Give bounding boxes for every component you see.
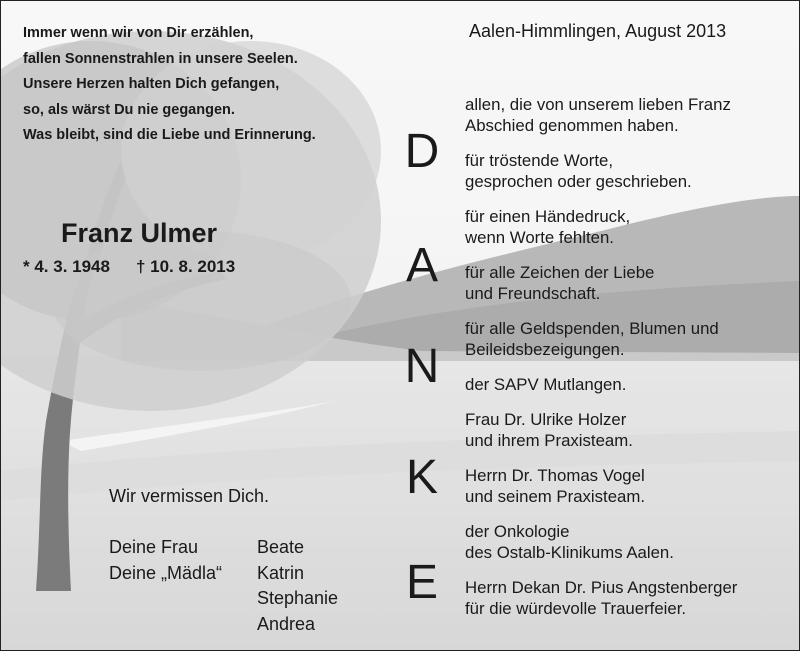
thanks-item: für alle Zeichen der Liebe und Freundschaft. — [465, 263, 655, 303]
big-letter: A — [405, 239, 438, 292]
family-name: Katrin — [257, 562, 305, 583]
thanks-item: für einen Händedruck, wenn Worte fehlten. — [465, 207, 631, 247]
poem-line: fallen Sonnenstrahlen in unsere Seelen. — [23, 50, 298, 67]
poem-line: so, als wärst Du nie gegangen. — [23, 101, 235, 118]
relation: Deine Frau — [109, 537, 199, 557]
thanks-item: für alle Geldspenden, Blumen und Beileidsbezeigungen. — [465, 319, 719, 359]
relation: Deine „Mädla“ — [109, 562, 223, 583]
life-dates — [23, 257, 261, 277]
big-letter: D — [404, 125, 440, 178]
poem-line: Was bleibt, sind die Liebe und Erinnerung. — [23, 127, 316, 143]
family-name: Stephanie — [257, 588, 339, 608]
poem-line: Unsere Herzen halten Dich gefangen, — [23, 76, 280, 92]
thanks-item: der SAPV Mutlangen. — [465, 375, 627, 394]
family-name: Andrea — [257, 613, 316, 634]
death-date: † 10. 8. 2013 — [135, 257, 236, 276]
family-name: Beate — [257, 537, 305, 557]
thanks-item: der Onkologie des Ostalb-Klinikums Aalen. — [465, 522, 674, 562]
family-relations — [109, 535, 222, 586]
thanks-item: Herrn Dr. Thomas Vogel und seinem Praxisteam. — [465, 466, 646, 506]
birth-date: * 4. 3. 1948 — [23, 257, 110, 276]
big-letter: N — [404, 340, 440, 393]
thanks-item: allen, die von unserem lieben Franz Abschied genommen haben. — [465, 95, 731, 135]
poem-line: Immer wenn wir von Dir erzählen, — [23, 25, 254, 41]
thanks-list — [465, 94, 795, 619]
thanks-item: Frau Dr. Ulrike Holzer und ihrem Praxisteam. — [465, 410, 633, 450]
place-date: Aalen-Himmlingen, August 2013 — [469, 21, 727, 41]
miss-line: Wir vermissen Dich. — [109, 486, 270, 506]
poem — [23, 21, 316, 149]
deceased-name: Franz Ulmer — [61, 218, 218, 248]
thanks-item: für tröstende Worte, gesprochen oder geschrieben. — [465, 151, 692, 191]
family-names — [257, 535, 338, 637]
thanks-item: Herrn Dekan Dr. Pius Angstenberger für die würdevolle Trauerfeier. — [465, 578, 738, 618]
big-letter: E — [405, 556, 438, 609]
big-letter: K — [405, 451, 438, 504]
